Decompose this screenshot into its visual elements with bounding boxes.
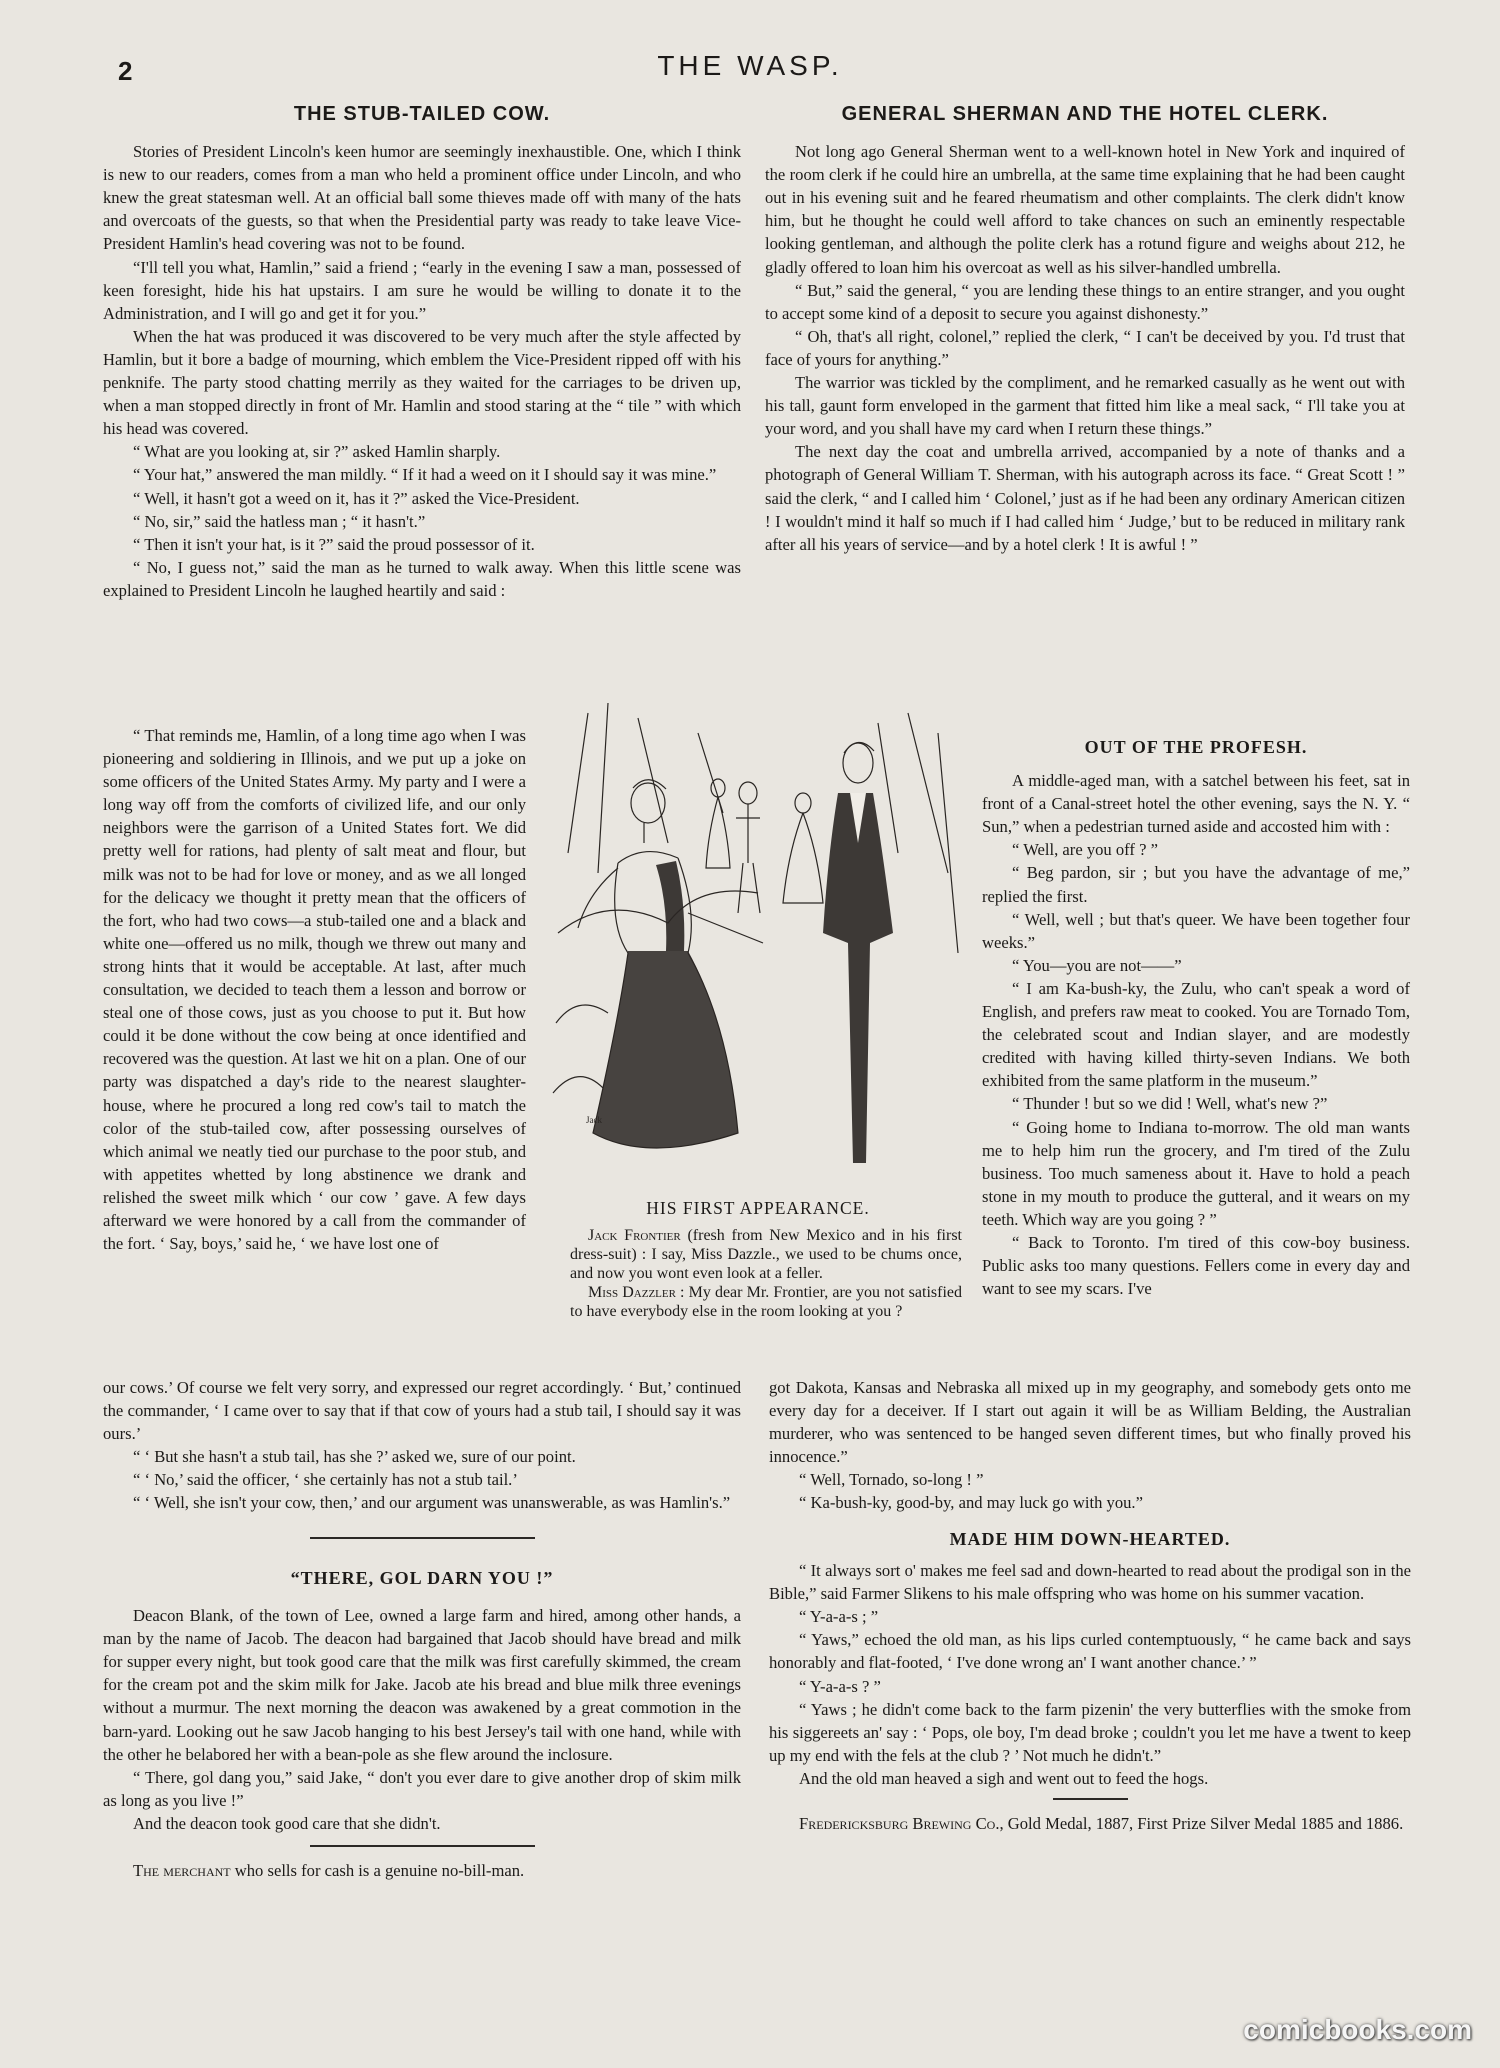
article-paragraph: “ Back to Toronto. I'm tired of this cow-boy business. Public asks too many questions. Fellers come in every day and want to see my scars. I've xyxy=(982,1232,1410,1299)
article-paragraph: “ ‘ But she hasn't a stub tail, has she ?’ asked we, sure of our point. xyxy=(133,1447,576,1467)
stub-tailed-cow-ending xyxy=(103,1376,741,1515)
speaker-line: (fresh from New Mexico and in his first dress-suit) : I say, Miss Dazzle., we used to be chums once, and now you wont even look at a feller. xyxy=(570,1227,962,1282)
article-paragraph: “ I am Ka-bush-ky, the Zulu, who can't speak a word of English, and prefers raw meat to cooked. You are Tornado Tom, the celebrated scout and Indian slayer, and are modestly credited with having killed thirty-seven Indians. We both exhibited from the same platform in the museum.” xyxy=(982,978,1410,1091)
article-paragraph: And the deacon took good care that she didn't. xyxy=(133,1813,441,1833)
section-divider xyxy=(1053,1798,1128,1800)
caption-title: HIS FIRST APPEARANCE. xyxy=(646,1198,870,1218)
article-paragraph: got Dakota, Kansas and Nebraska all mixed up in my geography, and somebody gets onto me every day for a deceiver. If I start out again it will be as William Belding, the Australian murderer, who was sentenced to be hanged seven different times, but who finally proved his innocence.” xyxy=(769,1378,1411,1467)
caption-line-dazzler xyxy=(570,1283,962,1321)
article-paragraph: “ Your hat,” answered the man mildly. “ If it had a weed on it I should say it was mine.” xyxy=(133,465,717,485)
article-paragraph: “ Beg pardon, sir ; but you have the advantage of me,” replied the first. xyxy=(982,863,1410,906)
speaker-name: Jack Frontier xyxy=(588,1227,681,1244)
site-watermark: comicbooks.com xyxy=(1243,2014,1472,2045)
article-paragraph: And the old man heaved a sigh and went out to feed the hogs. xyxy=(799,1768,1209,1788)
article-title: THE STUB-TAILED COW. xyxy=(293,103,551,125)
article-title: MADE HIM DOWN-HEARTED. xyxy=(949,1529,1231,1549)
merchant-note xyxy=(103,1859,741,1882)
speaker-name: Miss Dazzler xyxy=(588,1284,676,1301)
stub-tailed-cow-continued xyxy=(103,724,526,1255)
out-of-the-profesh-continued xyxy=(769,1376,1411,1515)
article-paragraph: “ What are you looking at, sir ?” asked Hamlin sharply. xyxy=(133,442,501,462)
page-number: 2 xyxy=(118,56,133,86)
article-paragraph: “ Then it isn't your hat, is it ?” said the proud possessor of it. xyxy=(133,534,535,554)
article-paragraph: The warrior was tickled by the compliment, and he remarked casually as he went out with his tall, gaunt form enveloped in the garment that fitted him like a meal sack, “ I'll take you at your word, and you shall have my card when I return these things.” xyxy=(765,373,1405,439)
article-paragraph: Stories of President Lincoln's keen humor are seemingly inexhaustible. One, which I think is new to our readers, comes from a man who held a prominent office under Lincoln, and who knew the great statesman well. At an official ball some thieves made off with many of the hats and overcoats of the guests, so that when the Presidential party was ready to take leave Vice-President Hamlin's head covering was not to be found. xyxy=(103,142,741,254)
article-paragraph: “ Yaws,” echoed the old man, as his lips curled contemptuously, “ he came back and says honorably and flat-footed, ‘ I've done wrong an' I want another chance.’ ” xyxy=(769,1630,1411,1673)
artist-signature: Jack xyxy=(586,1115,602,1125)
section-divider xyxy=(310,1537,535,1539)
article-title: “THERE, GOL DARN YOU !” xyxy=(290,1568,554,1588)
article-paragraph: “ That reminds me, Hamlin, of a long time ago when I was pioneering and soldiering in Illinois, and we put up a joke on some officers of the United States Army. My party and I were a long way off from the comforts of civilized life, and our only neighbors were the garrison of a United States fort. We did pretty well for rations, had plenty of salt meat and flour, but milk was not to be had for love or money, and as we all longed for the delicacy we thought it pretty mean that the officers of the fort, who had two cows—a stub-tailed one and a black and white one—offered us no milk, though we threw out many and strong hints that it would be acceptable. At last, after much consultation, we decided to teach them a lesson and borrow or steal one of those cows, just as you choose to put it. But how could it be done without the cow being at once identified and recovered was the question. At last we hit on a plan. One of our party was dispatched a day's ride to the nearest slaughter-house, where he procured a long red cow's tail to match the color of the stub-tailed cow, after possessing ourselves of which animal we neatly tied our purchase to the poor stub, and with appetites whetted by long abstinence we drank and relished the sweet milk which ‘ our cow ’ gave. A few days afterward we were honored by a call from the commander of the fort. ‘ Say, boys,’ said he, ‘ we have lost one of xyxy=(103,726,526,1254)
brewing-notice xyxy=(769,1812,1411,1835)
gol-darn-article xyxy=(103,1537,741,1882)
stub-tailed-cow-article xyxy=(103,103,741,602)
article-paragraph: “ ‘ Well, she isn't your cow, then,’ and our argument was unanswerable, as was Hamlin's.” xyxy=(133,1493,731,1513)
article-title: OUT OF THE PROFESH. xyxy=(1084,737,1308,757)
section-divider xyxy=(310,1845,535,1847)
article-paragraph: “ No, I guess not,” said the man as he turned to walk away. When this little scene was explained to President Lincoln he laughed heartily and said : xyxy=(103,557,741,600)
article-paragraph: “ Well, well ; but that's queer. We have been together four weeks.” xyxy=(982,909,1410,952)
down-hearted-article xyxy=(769,1528,1411,1835)
article-paragraph: “ ‘ No,’ said the officer, ‘ she certainly has not a stub tail.’ xyxy=(133,1470,518,1490)
article-paragraph: “I'll tell you what, Hamlin,” said a friend ; “early in the evening I saw a man, possessed of keen foresight, hide his hat upstairs. I am sure he would be willing to donate it to the Administration, and I will go and get it for you.” xyxy=(103,257,741,323)
his-first-appearance-illustration xyxy=(548,693,962,1198)
article-paragraph: Deacon Blank, of the town of Lee, owned a large farm and hired, among other hands, a man by the name of Jacob. The deacon had bargained that Jacob should have bread and milk for supper every night, but took good care that the milk was first carefully skimmed, the cream for the cream pot and the skim milk for Jake. Jacob ate his bread and blue milk three evenings without a murmur. The next morning the deacon was awakened by a great commotion in the barn-yard. Looking out he saw Jacob hanging to his best Jersey's tail with one hand, while with the other he belabored her with a bean-pole as she flew around the inclosure. xyxy=(103,1606,741,1764)
article-paragraph: “ Y-a-a-s ; ” xyxy=(799,1607,879,1627)
brewing-lead: Fredericksburg Brewing Co. xyxy=(799,1814,1000,1834)
article-paragraph: “ Thunder ! but so we did ! Well, what's new ?” xyxy=(1012,1094,1328,1114)
merchant-rest: who sells for cash is a genuine no-bill-man. xyxy=(230,1861,525,1881)
article-paragraph: “ Well, it hasn't got a weed on it, has it ?” asked the Vice-President. xyxy=(133,488,580,508)
article-paragraph: “ Oh, that's all right, colonel,” replied the clerk, “ I can't be deceived by you. I'd trust that face of yours for anything.” xyxy=(765,326,1405,369)
merchant-lead: The merchant xyxy=(133,1861,231,1881)
article-paragraph: Not long ago General Sherman went to a well-known hotel in New York and inquired of the room clerk if he could hire an umbrella, at the same time explaining that he had been caught out in his evening suit and he feared rheumatism and other complaints. The clerk didn't know him, but he thought he could well afford to take chances on such an eminently respectable looking gentleman, and although the polite clerk has a rotund figure and weighs about 212, he gladly offered to loan him his overcoat as well as his silver-handled umbrella. xyxy=(765,142,1405,277)
article-title: GENERAL SHERMAN AND THE HOTEL CLERK. xyxy=(841,103,1329,125)
article-paragraph: “ It always sort o' makes me feel sad and down-hearted to read about the prodigal son in the Bible,” said Farmer Slikens to his male offspring who was home on his summer vacation. xyxy=(769,1561,1411,1604)
masthead: THE WASP. xyxy=(657,50,843,81)
article-paragraph: “ Well, Tornado, so-long ! ” xyxy=(799,1470,984,1490)
sherman-article xyxy=(765,103,1405,556)
out-of-the-profesh-article xyxy=(982,736,1410,1300)
article-paragraph: The next day the coat and umbrella arrived, accompanied by a note of thanks and a photograph of General William T. Sherman, with his autograph across its face. “ Great Scott ! ” said the clerk, “ and I called him ‘ Colonel,’ just as if he had been any ordinary American citizen ! I wouldn't mind it half so much if I had called him ‘ Judge,’ but to be reduced in military rank after all his years of service—and by a hotel clerk ! It is awful ! ” xyxy=(765,442,1405,554)
article-paragraph: “ Y-a-a-s ? ” xyxy=(799,1676,881,1696)
caption-text xyxy=(570,1226,962,1321)
caption-line-frontier xyxy=(570,1226,962,1283)
brewing-rest: , Gold Medal, 1887, First Prize Silver Medal 1885 and 1886. xyxy=(999,1814,1404,1834)
article-paragraph: “ But,” said the general, “ you are lending these things to an entire stranger, and you ought to accept some kind of a deposit to secure you against dishonesty.” xyxy=(765,280,1405,323)
article-paragraph: “ There, gol dang you,” said Jake, “ don't you ever dare to give another drop of skim milk as long as you live !” xyxy=(103,1767,741,1810)
article-paragraph: “ Yaws ; he didn't come back to the farm pizenin' the very butterflies with the smoke from his siggereets an' say : ‘ Pops, ole boy, I'm dead broke ; couldn't you let me have a twent to keep up my end with the fels at the club ? ’ Not much he didn't.” xyxy=(769,1699,1411,1765)
speaker-line: : My dear Mr. Frontier, are you not satisfied to have everybody else in the room looking at you ? xyxy=(570,1284,963,1320)
article-paragraph: “ No, sir,” said the hatless man ; “ it hasn't.” xyxy=(133,511,426,531)
article-paragraph: “ Well, are you off ? ” xyxy=(1012,840,1158,860)
article-paragraph: “ Going home to Indiana to-morrow. The old man wants me to help him run the grocery, and I'm tired of the Zulu business. Too much sameness about it. Have to hold a peach stone in my mouth to produce the gutteral, and it wears on my teeth. Which way are you going ? ” xyxy=(982,1117,1410,1229)
article-paragraph: “ You—you are not——” xyxy=(1012,955,1182,975)
article-paragraph: A middle-aged man, with a satchel between his feet, sat in front of a Canal-street hotel the other evening, says the N. Y. “ Sun,” when a pedestrian turned aside and accosted him with : xyxy=(982,771,1410,837)
article-paragraph: our cows.’ Of course we felt very sorry, and expressed our regret accordingly. ‘ But,’ continued the commander, ‘ I came over to say that if that cow of yours had a stub tail, I should say it was ours.’ xyxy=(103,1378,741,1444)
article-paragraph: When the hat was produced it was discovered to be very much after the style affected by Hamlin, but it bore a badge of mourning, which emblem the Vice-President ripped off with his penknife. The party stood chatting merrily as they waited for the carriages to be driven up, when a man stopped directly in front of Mr. Hamlin and stood staring at the “ tile ” with which his head was covered. xyxy=(103,326,741,439)
article-paragraph: “ Ka-bush-ky, good-by, and may luck go with you.” xyxy=(799,1493,1143,1513)
